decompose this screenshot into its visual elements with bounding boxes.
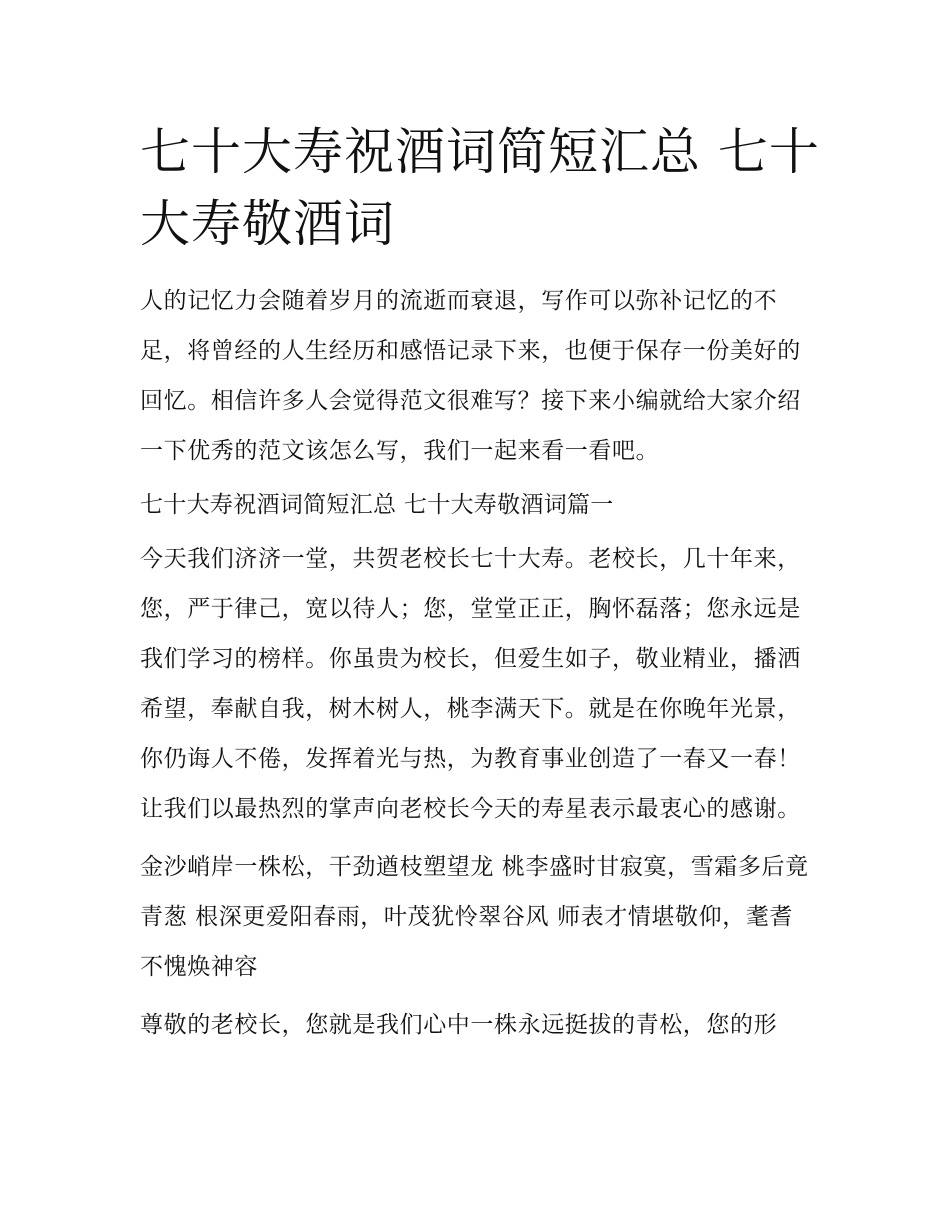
intro-paragraph: 人的记忆力会随着岁月的流逝而衰退，写作可以弥补记忆的不足，将曾经的人生经历和感悟记录下来，也便于保存一份美好的回忆。相信许多人会觉得范文很难写？接下来小编就给大家介绍一下优秀的范文该怎么写，我们一起来看一看吧。 (140, 288, 801, 464)
document-title: 七十大寿祝酒词简短汇总 七十大寿敬酒词 (140, 123, 820, 253)
body-paragraph: 今天我们济济一堂，共贺老校长七十大寿。老校长，几十年来，您，严于律己，宽以待人；您，堂堂正正，胸怀磊落；您永远是我们学习的榜样。你虽贵为校长，但爱生如子，敬业精业，播洒希望，奉献自我，树木树人，桃李满天下。就是在你晚年光景，你仍诲人不倦，发挥着光与热，为教育事业创造了一春又一春！让我们以最热烈的掌声向老校长今天的寿星表示最衷心的感谢。 (140, 546, 801, 822)
poem-paragraph: 金沙峭岸一株松，干劲遒枝塑望龙 桃李盛时甘寂寞，雪霜多后竟青葱 根深更爱阳春雨，叶茂犹怜翠谷风 师表才情堪敬仰，耄耆不愧焕神容 (140, 854, 809, 980)
document-body (140, 276, 812, 1058)
body-paragraph-continued: 尊敬的老校长，您就是我们心中一株永远挺拔的青松，您的形 (140, 1012, 778, 1038)
section-heading: 七十大寿祝酒词简短汇总 七十大寿敬酒词篇一 (140, 492, 614, 518)
